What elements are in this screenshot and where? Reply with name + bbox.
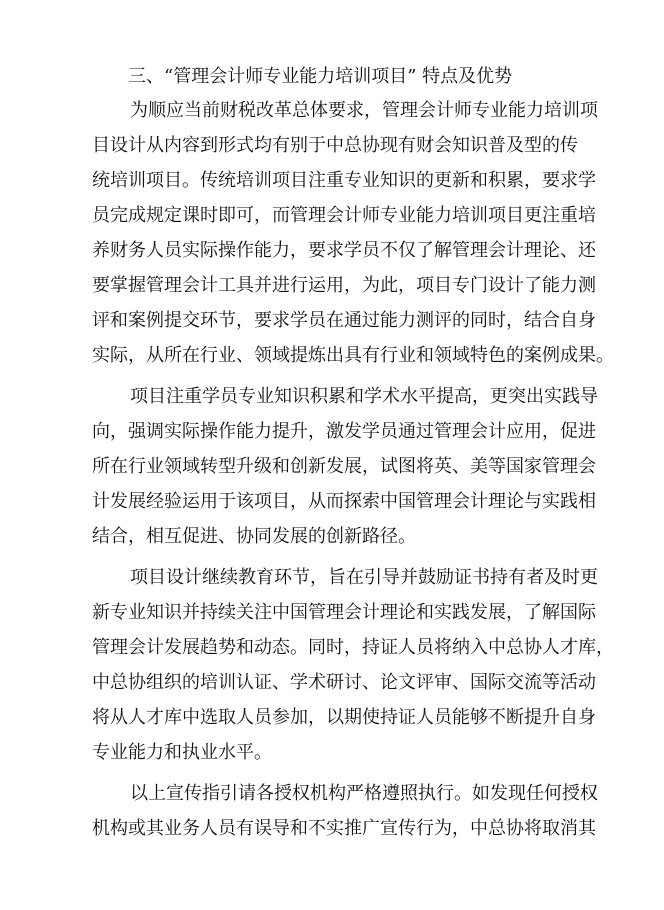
paragraph-4-line-1: 以上宣传指引请各授权机构严格遵照执行。如发现任何授权 <box>130 783 598 804</box>
paragraph-3-line-2: 新专业知识并持续关注中国管理会计理论和实践发展，了解国际 <box>92 602 596 623</box>
paragraph-1-line-6: 要掌握管理会计工具并进行运用，为此，项目专门设计了能力测 <box>92 275 596 296</box>
paragraph-1-line-3: 统培训项目。传统培训项目注重专业知识的更新和积累，要求学 <box>92 170 596 191</box>
paragraph-3-line-3: 管理会计发展趋势和动态。同时，持证人员将纳入中总协人才库， <box>92 637 614 658</box>
paragraph-3-line-5: 将从人才库中选取人员参加，以期使持证人员能够不断提升自身 <box>92 707 596 728</box>
paragraph-3-line-4: 中总协组织的培训认证、学术研讨、论文评审、国际交流等活动 <box>92 672 596 693</box>
paragraph-1-line-2: 目设计从内容到形式均有别于中总协现有财会知识普及型的传 <box>92 135 578 156</box>
paragraph-3-line-1: 项目设计继续教育环节，旨在引导并鼓励证书持有者及时更 <box>130 567 598 588</box>
paragraph-2-line-3: 所在行业领域转型升级和创新发展，试图将英、美等国家管理会 <box>92 456 596 477</box>
paragraph-4-line-2: 机构或其业务人员有误导和不实推广宣传行为，中总协将取消其 <box>92 818 596 839</box>
section-heading: 三、“管理会计师专业能力培训项目” 特点及优势 <box>128 66 513 87</box>
paragraph-1-line-8: 实际，从所在行业、领域提炼出具有行业和领域特色的案例成果。 <box>92 345 614 366</box>
paragraph-3-line-6: 专业能力和执业水平。 <box>92 742 272 763</box>
paragraph-2-line-2: 向，强调实际操作能力提升，激发学员通过管理会计应用，促进 <box>92 421 596 442</box>
paragraph-2-line-5: 结合，相互促进、协同发展的创新路径。 <box>92 526 416 547</box>
paragraph-2-line-1: 项目注重学员专业知识积累和学术水平提高，更突出实践导 <box>130 386 598 407</box>
paragraph-2-line-4: 计发展经验运用于该项目，从而探索中国管理会计理论与实践相 <box>92 491 596 512</box>
paragraph-1-line-7: 评和案例提交环节，要求学员在通过能力测评的同时，结合自身 <box>92 310 596 331</box>
paragraph-1-line-5: 养财务人员实际操作能力，要求学员不仅了解管理会计理论、还 <box>92 240 596 261</box>
paragraph-1-line-4: 员完成规定课时即可，而管理会计师专业能力培训项目更注重培 <box>92 205 596 226</box>
paragraph-1-line-1: 为顺应当前财税改革总体要求，管理会计师专业能力培训项 <box>130 100 598 121</box>
